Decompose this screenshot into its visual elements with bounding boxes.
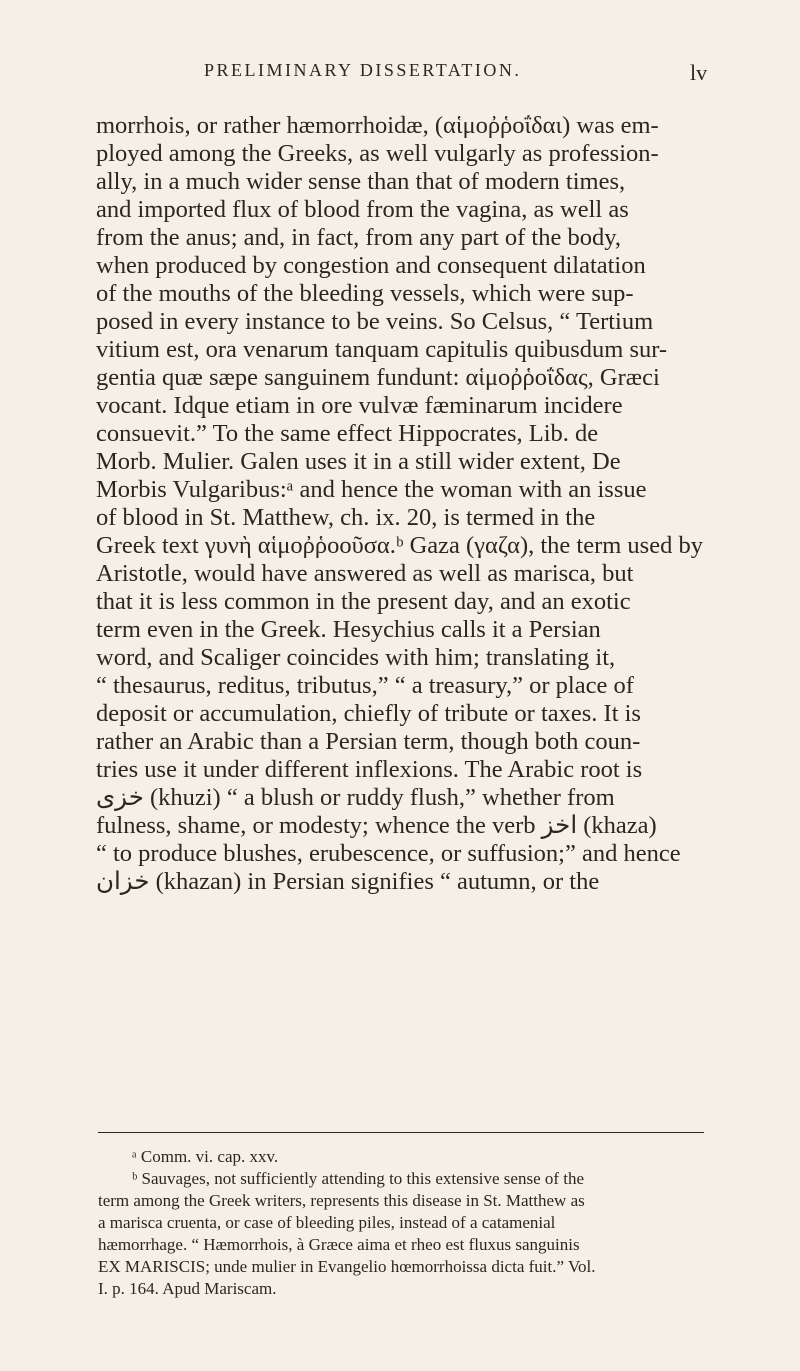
- text-line: rather an Arabic than a Persian term, though both coun-: [96, 728, 641, 755]
- page-number: lv: [690, 60, 708, 85]
- footnote-line: I. p. 164. Apud Mariscam.: [98, 1279, 277, 1298]
- text-line: consuevit.” To the same effect Hippocrates, Lib. de: [96, 420, 599, 447]
- footnotes: [98, 1146, 704, 1300]
- text-line: of the mouths of the bleeding vessels, which were sup-: [96, 280, 634, 307]
- text-line: deposit or accumulation, chiefly of tribute or taxes. It is: [96, 700, 641, 727]
- text-line: and imported flux of blood from the vagina, as well as: [96, 196, 629, 223]
- text-line: “ thesaurus, reditus, tributus,” “ a treasury,” or place of: [96, 672, 634, 699]
- text-line: posed in every instance to be veins. So Celsus, “ Tertium: [96, 308, 654, 335]
- text-line: from the anus; and, in fact, from any part of the body,: [96, 224, 622, 251]
- main-text: [96, 112, 704, 896]
- footnote-line: term among the Greek writers, represents this disease in St. Matthew as: [98, 1191, 585, 1210]
- text-line: morrhois, or rather hæmorrhoidæ, (αἱμοῤῥοΐδαι) was em-: [96, 112, 659, 139]
- footnote-divider: [98, 1132, 704, 1133]
- text-line: ployed among the Greeks, as well vulgarly as profession-: [96, 140, 659, 167]
- text-line: gentia quæ sæpe sanguinem fundunt: αἱμοῤῥοΐδας, Græci: [96, 364, 660, 391]
- text-line: word, and Scaliger coincides with him; translating it,: [96, 644, 616, 671]
- text-line: vitium est, ora venarum tanquam capitulis quibusdum sur-: [96, 336, 668, 363]
- text-line: fulness, shame, or modesty; whence the verb اخز (khaza): [96, 812, 657, 839]
- text-line: tries use it under different inflexions. The Arabic root is: [96, 756, 643, 783]
- text-line: term even in the Greek. Hesychius calls it a Persian: [96, 616, 601, 643]
- text-line: that it is less common in the present day, and an exotic: [96, 588, 631, 615]
- text-line: Greek text γυνὴ αἱμοῤῥοοῦσα.ᵇ Gaza (γαζα), the term used by: [96, 532, 703, 559]
- text-line: “ to produce blushes, erubescence, or suffusion;” and hence: [96, 840, 681, 867]
- text-line: ally, in a much wider sense than that of modern times,: [96, 168, 626, 195]
- footnote-line: ᵃ Comm. vi. cap. xxv.: [132, 1147, 279, 1166]
- page-header: [0, 60, 800, 100]
- footnote-line: ᵇ Sauvages, not sufficiently attending to this extensive sense of the: [132, 1169, 585, 1188]
- text-line: خزى (khuzi) “ a blush or ruddy flush,” whether from: [96, 784, 615, 811]
- text-line: vocant. Idque etiam in ore vulvæ fæminarum incidere: [96, 392, 623, 419]
- text-line: Morbis Vulgaribus:ᵃ and hence the woman with an issue: [96, 476, 647, 503]
- text-line: Aristotle, would have answered as well as marisca, but: [96, 560, 634, 587]
- text-line: خزان (khazan) in Persian signifies “ autumn, or the: [96, 868, 600, 895]
- footnote-line: hæmorrhage. “ Hæmorrhois, à Græce aima et rheo est fluxus sanguinis: [98, 1235, 580, 1254]
- footnote-line: EX MARISCIS; unde mulier in Evangelio hœmorrhoissa dicta fuit.” Vol.: [98, 1257, 596, 1276]
- running-head: PRELIMINARY DISSERTATION.: [204, 60, 522, 80]
- text-line: of blood in St. Matthew, ch. ix. 20, is termed in the: [96, 504, 596, 531]
- text-line: when produced by congestion and consequent dilatation: [96, 252, 646, 279]
- footnote-line: a marisca cruenta, or case of bleeding piles, instead of a catamenial: [98, 1213, 556, 1232]
- text-line: Morb. Mulier. Galen uses it in a still wider extent, De: [96, 448, 621, 475]
